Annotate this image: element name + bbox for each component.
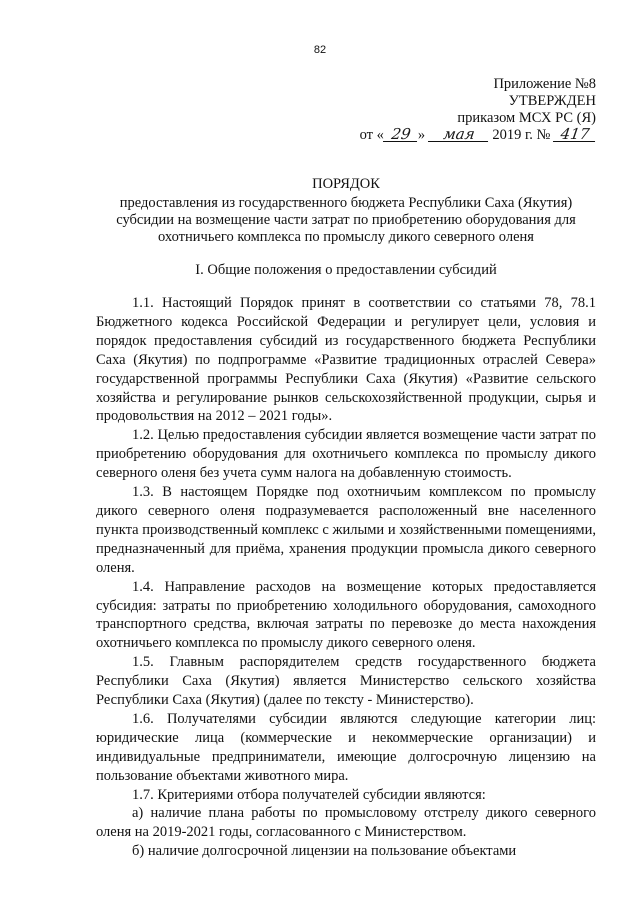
- paragraph-1-3: 1.3. В настоящем Порядке под охотничьим комплексом по промыслу дикого северного оленя подразумевается расположенный вне населенного пункта производственный комплекс с жилыми и хозяйственными помещениями, предназначенный для приёма, хранения продукции промысла дикого северного оленя.: [96, 484, 596, 576]
- paragraph-1-1: 1.1. Настоящий Порядок принят в соответствии со статьями 78, 78.1 Бюджетного кодекса Российской Федерации и регулирует цели, условия и порядок предоставления субсидий из государственного бюджета Республики Саха (Якутия) по подпрограмме «Развитие традиционных отраслей Севера» государственной программы Республики Саха (Якутия) «Развитие сельского хозяйства и регулирование рынков сельскохозяйственной продукции, сырья и продовольствия на 2012 – 2021 годы».: [96, 295, 596, 425]
- paragraph-1-4: 1.4. Направление расходов на возмещение которых предоставляется субсидия: затраты по приобретению холодильного оборудования, самоходного транспортного средства, включая затраты по перевозке до места нахождения охотничьего комплекса по промыслу дикого северного оленя.: [96, 578, 596, 652]
- paragraph-1-5: 1.5. Главным распорядителем средств государственного бюджета Республики Саха (Якутия) является Министерство сельского хозяйства Республики Саха (Якутия) (далее по тексту - Министерство).: [96, 654, 596, 709]
- document-title-block: [96, 176, 596, 246]
- handwritten-day: 29: [383, 127, 419, 142]
- handwritten-order-number: 417: [553, 127, 597, 142]
- appendix-label: Приложение №8: [493, 76, 596, 92]
- document-subtitle: предоставления из государственного бюджета Республики Саха (Якутия) субсидии на возмещение части затрат по приобретению оборудования для охотничьего комплекса по промыслу дикого северного оленя: [116, 195, 576, 245]
- paragraph-1-7: 1.7. Критериями отбора получателей субсидии являются:: [132, 786, 486, 803]
- paragraph-1-7-b: б) наличие долгосрочной лицензии на пользование объектами: [132, 843, 517, 860]
- approved-label: УТВЕРЖДЕН: [508, 93, 596, 109]
- section-heading: I. Общие положения о предоставлении субсидий: [195, 262, 497, 278]
- paragraph-1-2: 1.2. Целью предоставления субсидии является возмещение части затрат по приобретению оборудования для охотничьего комплекса по промыслу дикого северного оленя без учета сумм налога на добавленную стоимость.: [96, 427, 596, 482]
- paragraph-1-6: 1.6. Получателями субсидии являются следующие категории лиц: юридические лица (коммерческие и некоммерческие организации) и индивидуальные предприниматели, имеющие долгосрочную лицензию на пользование объектами животного мира.: [96, 710, 596, 784]
- document-title: ПОРЯДОК: [312, 176, 380, 192]
- document-body: [96, 294, 596, 861]
- order-date-line: [336, 127, 596, 144]
- paragraph-1-7-a: а) наличие плана работы по промысловому отстрелу дикого северного оленя на 2019-2021 годы, согласованного с Министерством.: [96, 805, 596, 841]
- date-close: »: [417, 127, 426, 143]
- approval-stamp: [336, 76, 596, 144]
- date-prefix: от «: [359, 127, 384, 143]
- page-number: 82: [313, 44, 327, 56]
- year-text: 2019 г. №: [492, 127, 551, 143]
- order-label: приказом МСХ РС (Я): [457, 110, 596, 126]
- handwritten-month: мая: [428, 127, 490, 142]
